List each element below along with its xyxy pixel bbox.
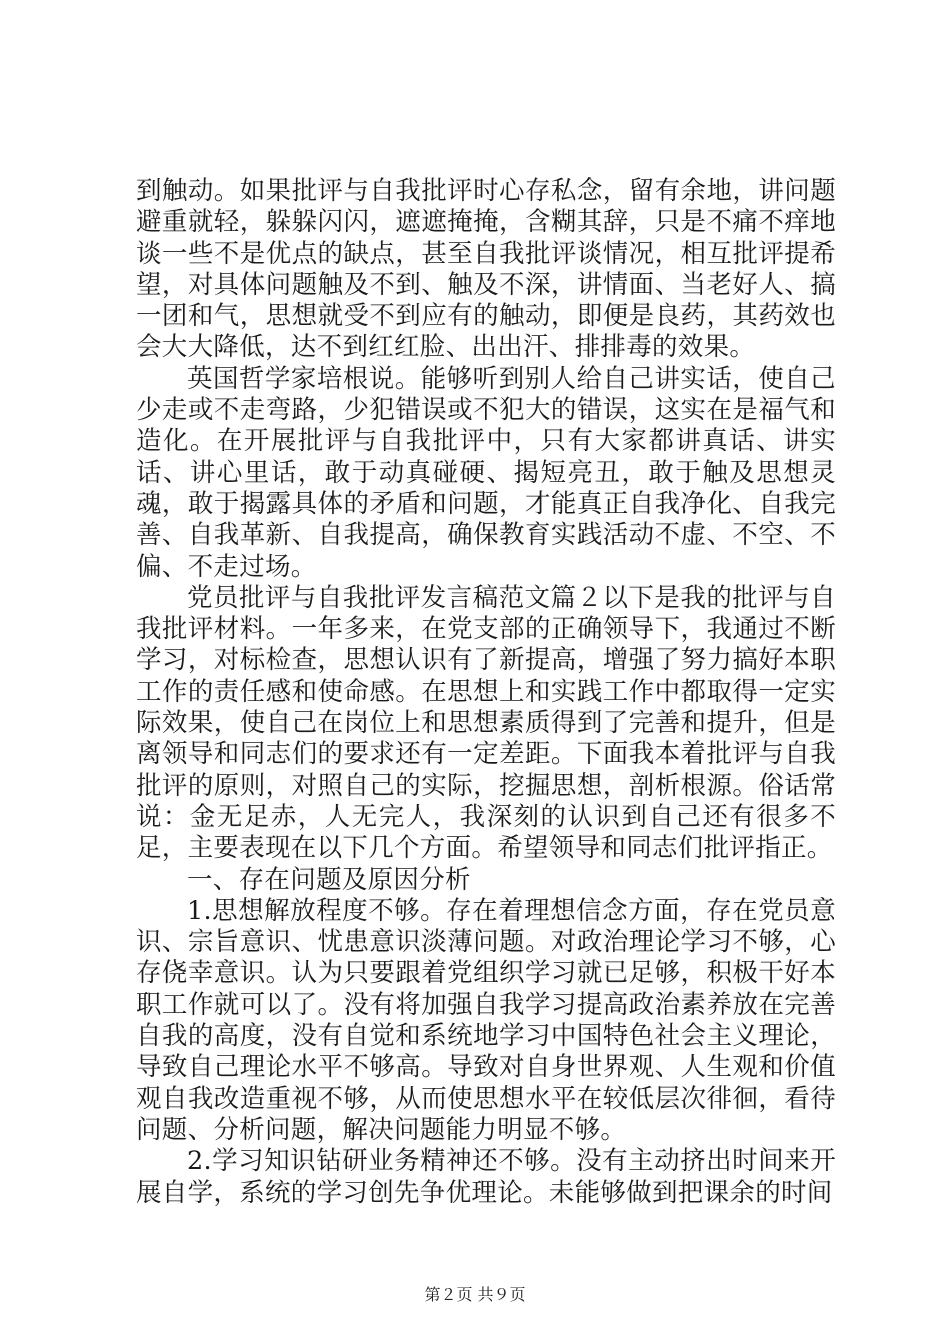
document-body (136, 176, 836, 1209)
paragraph-speech-intro: 党员批评与自我批评发言稿范文篇２以下是我的批评与自我批评材料。一年多来，在党支部的正确领导下，我通过不断学习，对标检查，思想认识有了新提高，增强了努力搞好本职工作的责任感和使命感。在思想上和实践工作中都取得一定实际效果，使自己在岗位上和思想素质得到了完善和提升，但是离领导和同志们的要求还有一定差距。下面我本着批评与自我批评的原则，对照自己的实际，挖掘思想，剖析根源。俗话常说：金无足赤，人无完人，我深刻的认识到自己还有很多不足，主要表现在以下几个方面。希望领导和同志们批评指正。 (136, 582, 836, 864)
page-number-footer: 第２页 共９页 (424, 1285, 526, 1304)
paragraph-item-2: 2.学习知识钻研业务精神还不够。没有主动挤出时间来开展自学，系统的学习创先争优理论。未能够做到把课余的时间 (136, 1146, 836, 1208)
paragraph-continuation: 到触动。如果批评与自我批评时心存私念，留有余地，讲问题避重就轻，躲躲闪闪，遮遮掩掩，含糊其辞，只是不痛不痒地谈一些不是优点的缺点，甚至自我批评谈情况，相互批评提希望，对具体问题触及不到、触及不深，讲情面、当老好人、搞一团和气，思想就受不到应有的触动，即便是良药，其药效也会大大降低，达不到红红脸、出出汗、排排毒的效果。 (136, 176, 836, 363)
section-heading-problems: 一、存在问题及原因分析 (187, 864, 471, 895)
paragraph-item-1: 1.思想解放程度不够。存在着理想信念方面，存在党员意识、宗旨意识、忧患意识淡薄问题。对政治理论学习不够，心存侥幸意识。认为只要跟着党组织学习就已足够，积极干好本职工作就可以了。没有将加强自我学习提高政治素养放在完善自我的高度，没有自觉和系统地学习中国特色社会主义理论，导致自己理论水平不够高。导致对自身世界观、人生观和价值观自我改造重视不够，从而使思想水平在较低层次徘徊，看待问题、分析问题，解决问题能力明显不够。 (136, 895, 836, 1145)
paragraph-bacon-quote: 英国哲学家培根说。能够听到别人给自己讲实话，使自己少走或不走弯路，少犯错误或不犯大的错误，这实在是福气和造化。在开展批评与自我批评中，只有大家都讲真话、讲实话、讲心里话，敢于动真碰硬、揭短亮丑，敢于触及思想灵魂，敢于揭露具体的矛盾和问题，才能真正自我净化、自我完善、自我革新、自我提高，确保教育实践活动不虚、不空、不偏、不走过场。 (136, 363, 836, 582)
